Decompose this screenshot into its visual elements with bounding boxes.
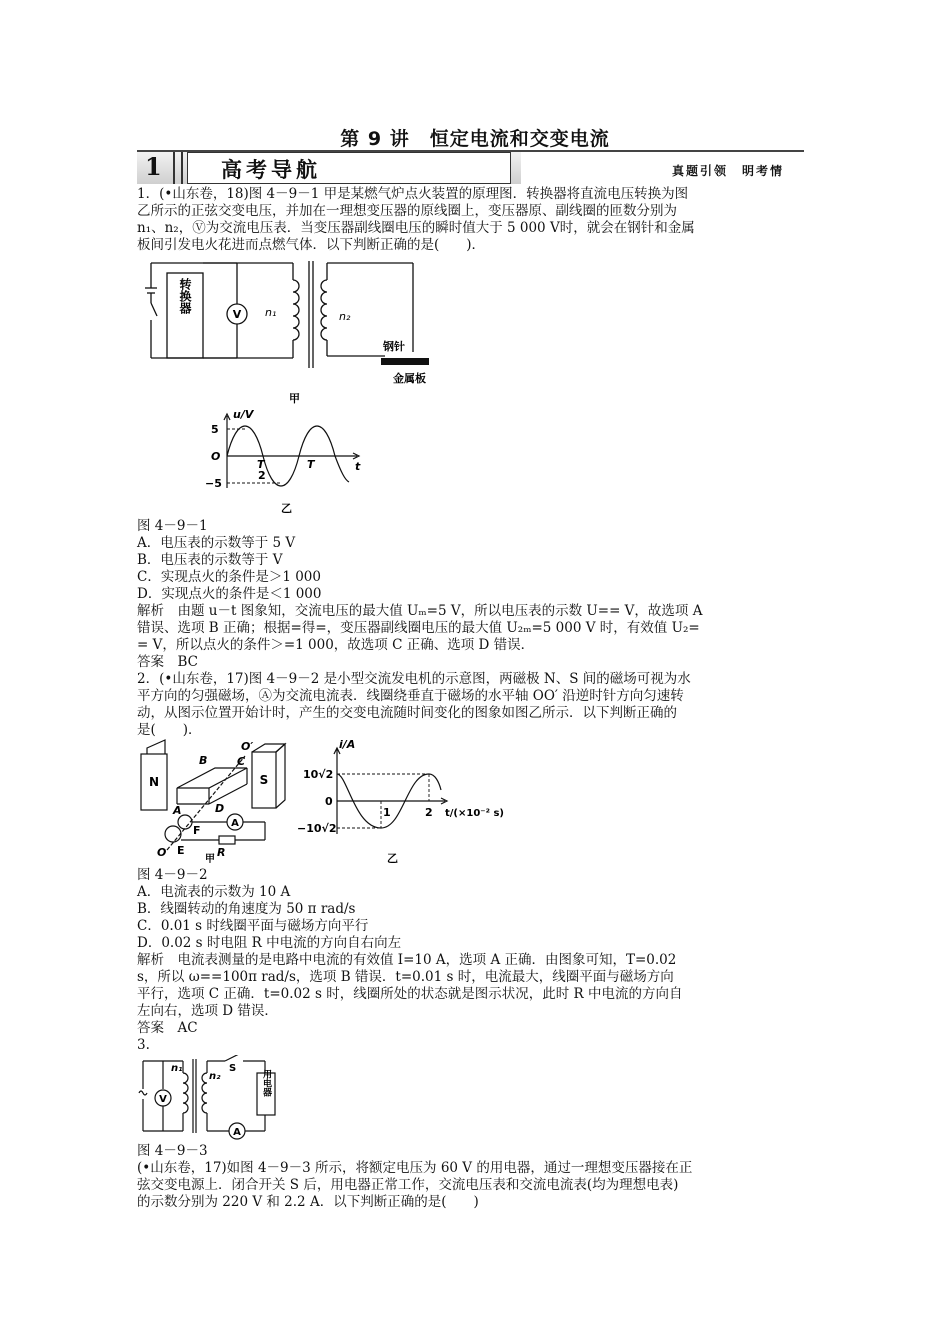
n2-label: n₂ [339,310,351,323]
figure-caption-b: 乙 [281,502,292,515]
n1-label: n₁ [265,306,277,319]
resistor-r: R [217,846,226,859]
load-label: 用电器 [261,1069,271,1097]
tick-top: 10√2 [303,768,334,781]
figure-label: 图 4－9－1 [137,518,208,534]
figure-caption-b: 乙 [387,852,398,865]
n1-label: n₁ [171,1063,183,1074]
tick-5: 5 [211,423,219,436]
q1-answer: 答案 BC [137,654,199,670]
q1-line: n₁、n₂，Ⓥ为交流电压表．当变压器副线圈电压的瞬时值大于 5 000 V时，就会在钢针和金属 [137,220,695,236]
q1-line: 乙所示的正弦交变电压，并加在一理想变压器的原线圈上，变压器原、副线圈的匝数分别为 [137,203,677,219]
q3-line: 弦交变电源上．闭合开关 S 后，用电器正常工作，交流电压表和交流电流表(均为理想电表) [137,1177,679,1193]
q1-line: 1．(•山东卷，18)图 4－9－1 甲是某燃气炉点火装置的原理图．转换器将直流电压转换为图 [137,186,689,202]
q3-line: (•山东卷，17)如图 4－9－3 所示，将额定电压为 60 V 的用电器，通过一理想变压器接在正 [137,1160,693,1176]
q2-option-b: B．线圈转动的角速度为 50 π rad/s [137,901,356,917]
q2-line: 2．(•山东卷，17)图 4－9－2 是小型交流发电机的示意图，两磁极 N、S 间的磁场可视为水 [137,671,691,687]
half-period-2: 2 [258,469,266,482]
q1-analysis: 错误、选项 B 正确；根据=得=，变压器副线圈电压的最大值 U₂ₘ=5 000 V 时，有效值 U₂= [137,620,700,636]
i-axis-label: i/A [339,738,356,751]
q1-analysis: = V，所以点火的条件＞=1 000，故选项 C 正确、选项 D 错误． [137,637,535,653]
page-title: 第 9 讲 恒定电流和交变电流 [340,128,610,150]
brush-e: E [177,844,185,857]
ammeter-label: A [233,1127,241,1138]
banner-label: 高考导航 [221,157,321,182]
q1-option-a: A．电压表的示数等于 5 V [137,535,296,551]
current-waveform-chart [295,738,510,866]
figure-caption-a: 甲 [289,392,300,405]
q2-line: 动，从图示位置开始计时，产生的交变电流随时间变化的图象如图乙所示．以下判断正确的 [137,705,677,721]
section-banner [137,150,804,184]
q2-analysis: 平行，选项 C 正确．t=0.02 s 时，线圈所处的状态就是图示状况，此时 R 中电流的方向自 [137,986,683,1002]
point-a: A [173,804,182,817]
tick-neg5: −5 [205,477,222,490]
half-period-T: T [257,458,265,471]
u-axis-label: u/V [233,408,254,421]
origin-label: 0 [325,795,333,808]
voltmeter-label: V [159,1094,167,1105]
metal-plate [381,358,429,365]
q1-line: 板间引发电火花进而点燃气体．以下判断正确的是( )． [137,237,486,253]
q2-option-c: C．0.01 s 时线圈平面与磁场方向平行 [137,918,369,934]
generator-diagram [137,738,297,863]
q1-option-b: B．电压表的示数等于 V [137,552,283,568]
needle-label: 钢针 [383,340,405,353]
q2-analysis: 解析 电流表测量的是电路中电流的有效值 I=10 A，选项 A 正确．由图象可知，T=0.02 [137,952,677,968]
point-b: B [199,754,208,767]
q3-number: 3. [137,1037,150,1053]
t-axis-label: t/(×10⁻² s) [445,808,504,819]
pole-n: N [148,775,160,789]
tick-1: 1 [383,806,391,819]
point-c: C [237,755,246,768]
q2-option-d: D．0.02 s 时电阻 R 中电流的方向自右向左 [137,935,402,951]
q2-analysis: s，所以 ω==100π rad/s，选项 B 错误．t=0.01 s 时，电流最大，线圈平面与磁场方向 [137,969,674,985]
voltmeter-label: V [232,308,242,321]
figure-label: 图 4－9－2 [137,867,208,883]
ammeter-label: A [231,818,239,829]
q1-option-c: C．实现点火的条件是＞1 000 [137,569,321,585]
switch-s: S [229,1063,237,1074]
q3-line: 的示数分别为 220 V 和 2.2 A．以下判断正确的是( ) [137,1194,479,1210]
t-axis-label: t [355,460,361,473]
period-T: T [307,458,315,471]
q2-line: 是( )． [137,722,202,738]
origin-label: O [211,450,221,463]
q2-analysis: 左向右，选项 D 错误． [137,1003,278,1019]
ignition-circuit-diagram [137,258,437,410]
q2-line: 平方向的匀强磁场，Ⓐ为交流电流表．线圈绕垂直于磁场的水平轴 OO′ 沿逆时针方向匀速转 [137,688,684,704]
q2-answer: 答案 AC [137,1020,198,1036]
q1-analysis: 解析 由题 u－t 图象知，交流电压的最大值 Uₘ=5 V，所以电压表的示数 U== V，故选项 A [137,603,703,619]
q2-option-a: A．电流表的示数为 10 A [137,884,291,900]
pole-s: S [259,773,269,787]
banner-divider [173,152,183,184]
tick-bottom: −10√2 [297,822,337,835]
banner-subtitle: 真题引领 明考情 [671,164,784,178]
brush-f: F [193,824,201,837]
axis-o: O [157,846,167,859]
tick-2: 2 [425,806,433,819]
n2-label: n₂ [209,1071,221,1082]
figure-caption-a: 甲 [205,854,215,863]
transformer-circuit-diagram [137,1055,282,1143]
point-d: D [215,802,225,815]
converter-label: 转换器 [178,278,192,314]
banner-number: 1 [145,152,162,181]
plate-label: 金属板 [393,372,426,385]
figure-label: 图 4－9－3 [137,1143,208,1159]
q1-option-d: D．实现点火的条件是＜1 000 [137,586,322,602]
voltage-waveform-chart [195,408,375,518]
axis-o-prime: O′ [241,740,254,753]
